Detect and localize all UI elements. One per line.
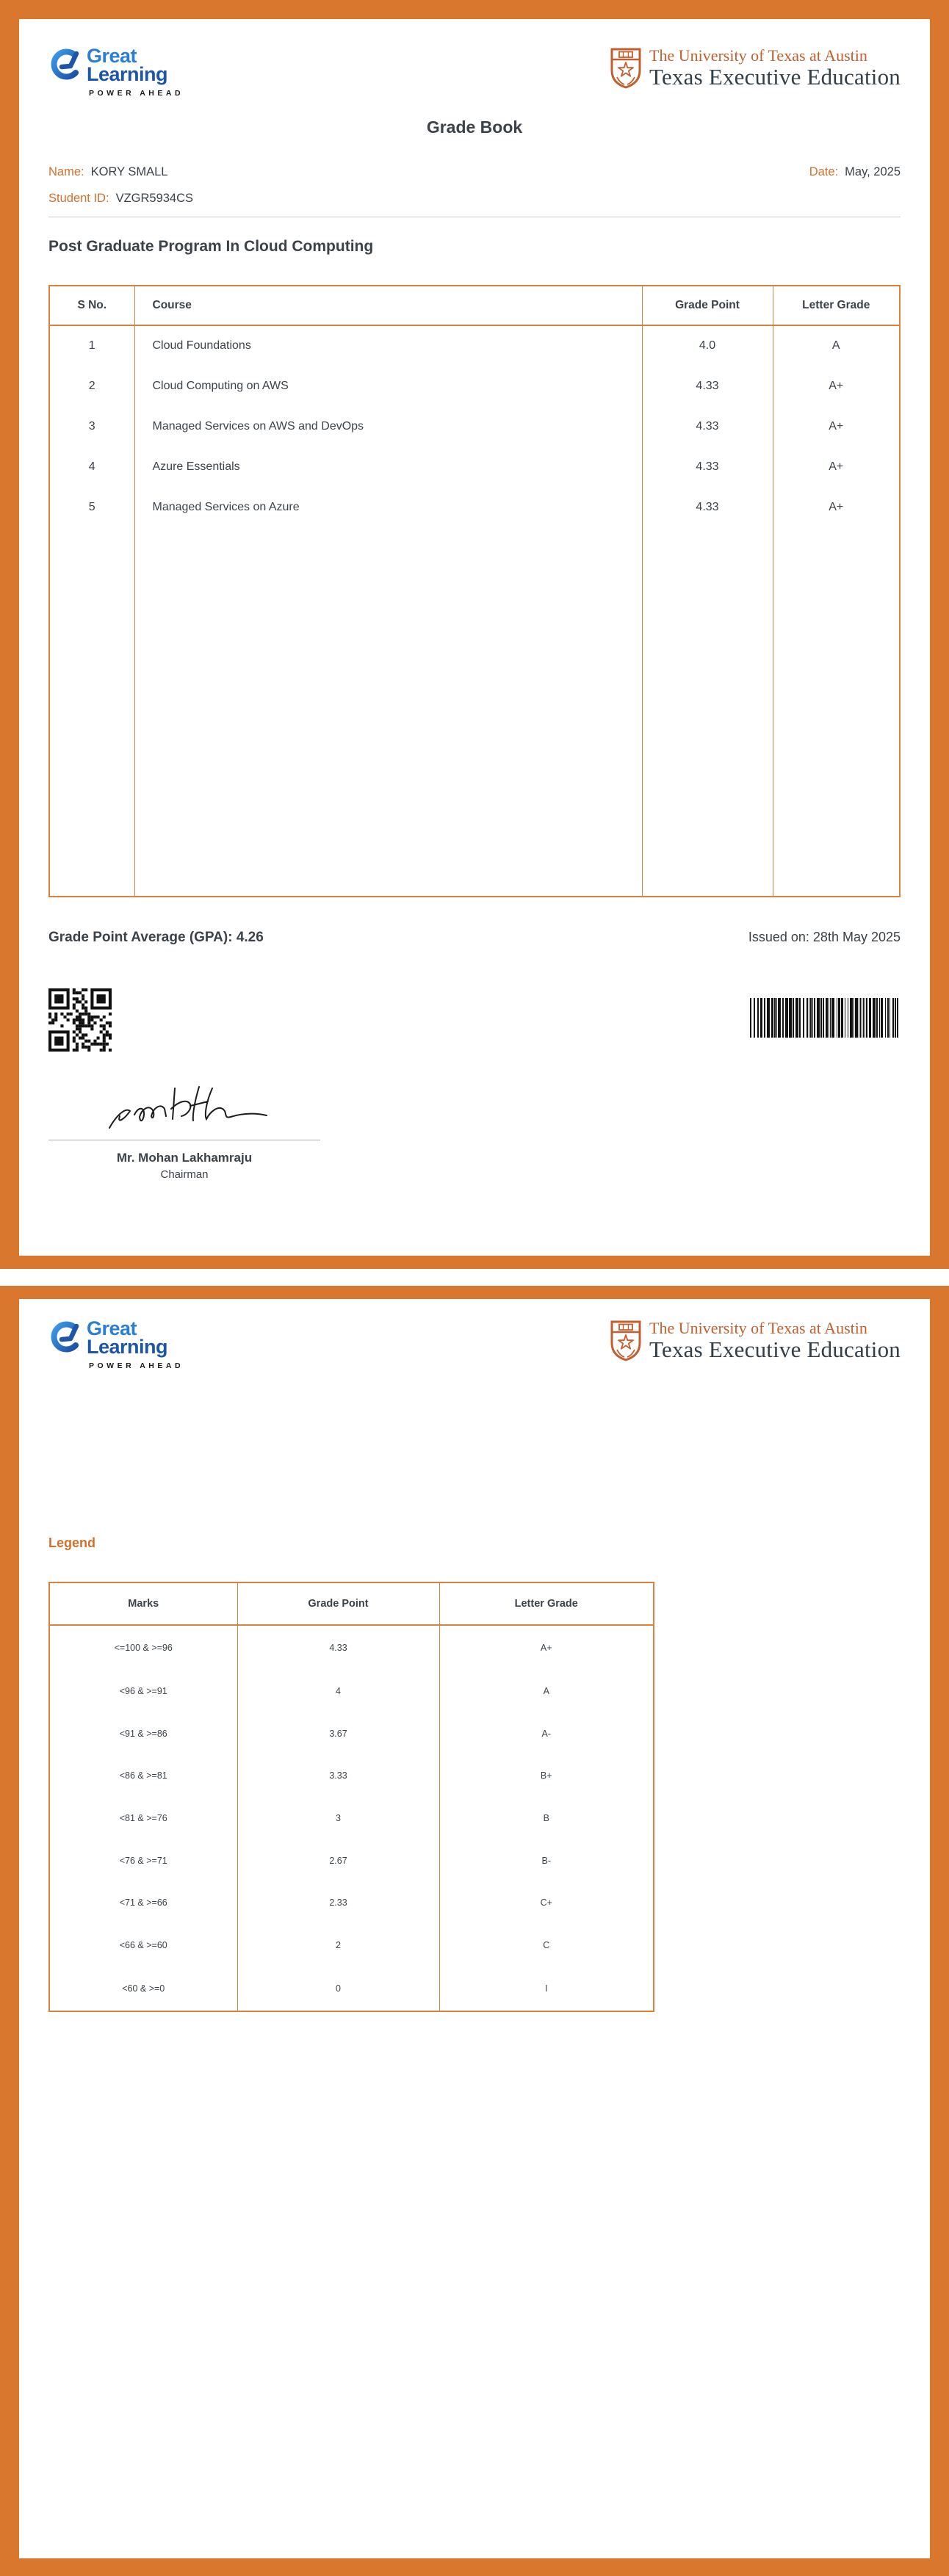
table-cell: 2.33 — [237, 1881, 439, 1924]
column-header: Letter Grade — [773, 286, 900, 325]
grades-table — [48, 285, 901, 897]
great-learning-logo — [48, 47, 184, 98]
table-cell-empty — [134, 527, 642, 897]
table-cell: A — [439, 1671, 654, 1713]
table-row — [49, 1881, 654, 1924]
table-cell: Managed Services on AWS and DevOps — [134, 406, 642, 446]
student-id-row — [48, 192, 901, 206]
legend-table-header-row — [49, 1582, 654, 1625]
table-cell: 4.33 — [642, 406, 773, 446]
table-cell-empty — [49, 527, 134, 897]
table-cell: <71 & >=66 — [49, 1881, 237, 1924]
program-title: Post Graduate Program In Cloud Computing — [48, 238, 374, 255]
table-cell: Cloud Foundations — [134, 325, 642, 366]
codes-row — [48, 988, 901, 1052]
table-row — [49, 1625, 654, 1671]
table-cell: B+ — [439, 1755, 654, 1798]
table-cell: 2 — [237, 1924, 439, 1967]
column-header: Letter Grade — [439, 1582, 654, 1625]
table-row — [49, 1797, 654, 1839]
table-row — [49, 406, 900, 446]
gradebook-page-1 — [0, 0, 949, 1269]
column-header: Course — [134, 286, 642, 325]
ut-texas-exec-line: Texas Executive Education — [649, 64, 901, 90]
issued-on-text: Issued on: 28th May 2025 — [748, 930, 901, 944]
table-cell: Azure Essentials — [134, 446, 642, 487]
signature-block — [48, 1077, 320, 1181]
table-cell: 3 — [49, 406, 134, 446]
table-cell: <=100 & >=96 — [49, 1625, 237, 1671]
table-cell: <86 & >=81 — [49, 1755, 237, 1798]
ut-wordmark — [649, 47, 901, 89]
page-header — [48, 19, 901, 100]
great-learning-g-icon — [48, 1321, 81, 1355]
great-learning-g-icon — [48, 48, 81, 82]
ut-university-line: The University of Texas at Austin — [649, 46, 867, 65]
column-header: Grade Point — [237, 1582, 439, 1625]
table-row — [49, 1924, 654, 1967]
ut-austin-logo — [610, 1320, 901, 1362]
column-header: Grade Point — [642, 286, 773, 325]
student-id-label: Student ID: — [48, 192, 109, 205]
page-header-2 — [48, 1299, 901, 1380]
table-cell: 4.33 — [642, 487, 773, 527]
ut-texas-exec-line: Texas Executive Education — [649, 1336, 901, 1362]
date-value: May, 2025 — [845, 165, 901, 178]
table-cell: A — [773, 325, 900, 366]
date-label: Date: — [809, 165, 839, 178]
grades-table-head — [49, 286, 900, 325]
table-cell: <96 & >=91 — [49, 1671, 237, 1713]
signatory-title: Chairman — [160, 1168, 209, 1181]
table-row — [49, 1712, 654, 1755]
ut-university-line: The University of Texas at Austin — [649, 1319, 867, 1337]
table-cell: C — [439, 1924, 654, 1967]
table-cell: B — [439, 1797, 654, 1839]
page-gap — [0, 1269, 949, 1286]
barcode — [750, 998, 901, 1038]
table-cell: Cloud Computing on AWS — [134, 366, 642, 406]
table-cell: A+ — [773, 446, 900, 487]
table-row — [49, 487, 900, 527]
table-cell: Managed Services on Azure — [134, 487, 642, 527]
table-cell: 2 — [49, 366, 134, 406]
table-cell: <91 & >=86 — [49, 1712, 237, 1755]
table-cell: B- — [439, 1839, 654, 1882]
ut-shield-icon — [610, 47, 642, 90]
table-cell: 3.67 — [237, 1712, 439, 1755]
column-header: S No. — [49, 286, 134, 325]
great-learning-wordmark — [87, 47, 184, 98]
table-cell: <66 & >=60 — [49, 1924, 237, 1967]
great-learning-line2: Learning — [87, 63, 168, 85]
table-cell: 3 — [237, 1797, 439, 1839]
table-cell: A+ — [773, 406, 900, 446]
table-cell: C+ — [439, 1881, 654, 1924]
name-value: KORY SMALL — [90, 165, 168, 178]
gpa-row — [48, 930, 901, 946]
great-learning-tagline: POWER AHEAD — [89, 1361, 184, 1370]
great-learning-wordmark — [87, 1317, 184, 1370]
table-cell-empty — [642, 527, 773, 897]
legend-table-head — [49, 1582, 654, 1625]
table-cell: A+ — [773, 487, 900, 527]
great-learning-line1: Great — [87, 1317, 137, 1339]
legend-title: Legend — [48, 1535, 96, 1550]
student-info-row — [48, 165, 901, 179]
gpa-text: Grade Point Average (GPA): 4.26 — [48, 930, 264, 945]
table-cell: <76 & >=71 — [49, 1839, 237, 1882]
issue-date — [809, 165, 901, 179]
table-row — [49, 366, 900, 406]
page-title: Grade Book — [426, 117, 523, 137]
table-cell: <60 & >=0 — [49, 1966, 237, 2011]
student-id-value: VZGR5934CS — [115, 192, 194, 205]
signature-image — [96, 1077, 273, 1138]
table-cell: 0 — [237, 1966, 439, 2011]
table-cell: A+ — [773, 366, 900, 406]
table-cell: I — [439, 1966, 654, 2011]
great-learning-line1: Great — [87, 45, 137, 67]
great-learning-line2: Learning — [87, 1336, 168, 1358]
table-cell: 1 — [49, 325, 134, 366]
gradebook-page-2 — [0, 1286, 949, 2576]
grades-table-body — [49, 325, 900, 897]
table-cell-empty — [773, 527, 900, 897]
table-cell: 5 — [49, 487, 134, 527]
table-cell: 4.0 — [642, 325, 773, 366]
table-row — [49, 1966, 654, 2011]
table-filler-row — [49, 527, 900, 897]
table-cell: <81 & >=76 — [49, 1797, 237, 1839]
table-cell: A- — [439, 1712, 654, 1755]
table-row — [49, 446, 900, 487]
table-row — [49, 1755, 654, 1798]
column-header: Marks — [49, 1582, 237, 1625]
great-learning-tagline: POWER AHEAD — [89, 89, 184, 98]
legend-table — [48, 1582, 654, 2012]
table-cell: 4 — [49, 446, 134, 487]
table-row — [49, 1839, 654, 1882]
legend-table-body — [49, 1625, 654, 2011]
ut-wordmark — [649, 1320, 901, 1361]
grades-table-header-row — [49, 286, 900, 325]
table-row — [49, 1671, 654, 1713]
student-name — [48, 165, 167, 179]
table-cell: 4 — [237, 1671, 439, 1713]
table-cell: 3.33 — [237, 1755, 439, 1798]
table-cell: 4.33 — [237, 1625, 439, 1671]
table-cell: 4.33 — [642, 366, 773, 406]
name-label: Name: — [48, 165, 84, 178]
table-cell: 2.67 — [237, 1839, 439, 1882]
table-row — [49, 325, 900, 366]
ut-shield-icon — [610, 1320, 642, 1362]
qr-code — [48, 988, 112, 1052]
great-learning-logo — [48, 1317, 184, 1370]
ut-austin-logo — [610, 47, 901, 90]
table-cell: A+ — [439, 1625, 654, 1671]
signatory-name: Mr. Mohan Lakhamraju — [116, 1151, 253, 1165]
table-cell: 4.33 — [642, 446, 773, 487]
